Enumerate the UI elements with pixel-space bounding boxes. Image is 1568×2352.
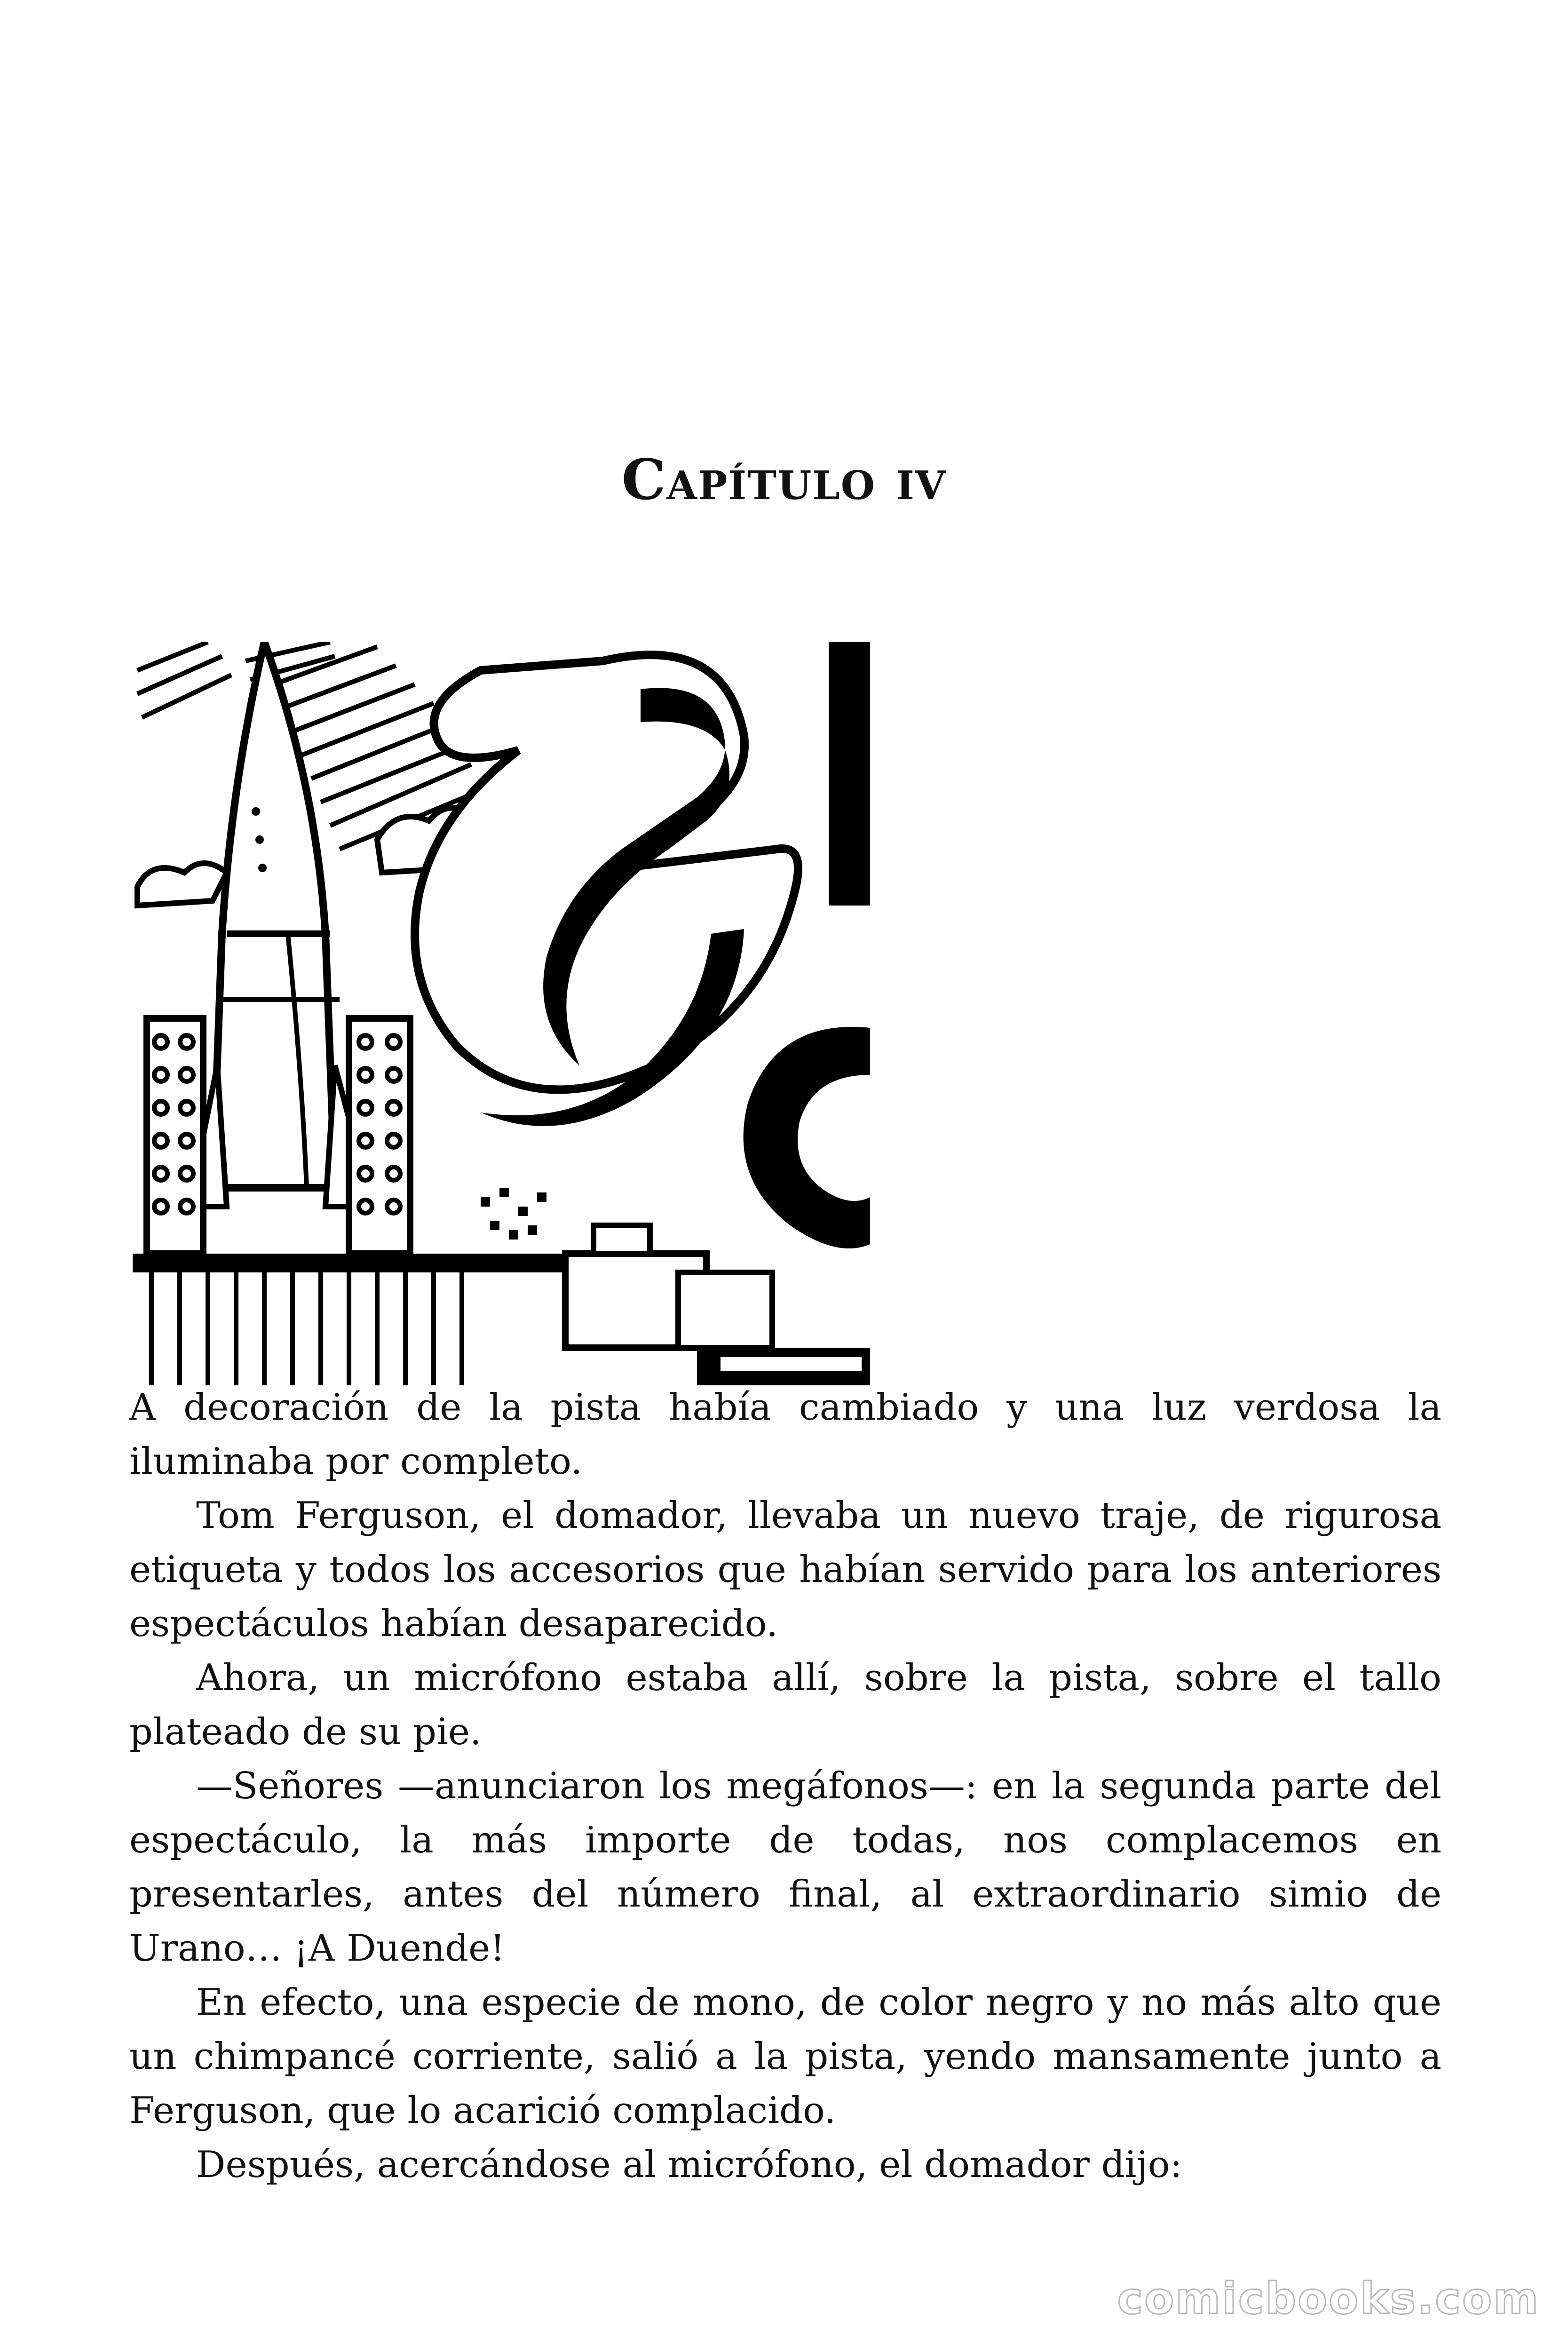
city-buildings [133,1188,870,1385]
paragraph: A decoración de la pista había cambiado y una luz verdosa la iluminaba por completo. [129,1386,1441,1483]
rocket [189,642,372,1207]
paragraph: Tom Ferguson, el domador, llevaba un nuevo traje, de rigurosa etiqueta y todos los accesorios que habían servido para los anteriores espectáculos habían desaparecido. [129,1494,1441,1645]
watermark-logo: comicbooks.com [1117,2273,1540,2324]
body-text [129,1381,1441,2192]
paragraph: En efecto, una especie de mono, de color negro y no más alto que un chimpancé corriente, salió a la pista, yendo mansamente junto a Ferguson, que lo acarició complacido. [129,1981,1441,2132]
paragraph: —Señores —anunciaron los megáfonos—: en la segunda parte del espectáculo, la más importe de todas, nos complacemos en presentarles, antes del número final, al extraordinario simio de Urano… ¡A Duende! [129,1765,1441,1970]
paragraph: Ahora, un micrófono estaba allí, sobre la pista, sobre el tallo plateado de su pie. [129,1657,1441,1753]
rocket-city-dropcap-illustration [133,642,870,1385]
paragraph: Después, acercándose al micrófono, el domador dijo: [196,2144,1182,2186]
drop-cap-illustration [133,642,870,1385]
chapter-title: Capítulo iv [621,447,947,512]
drop-cap-letter [415,642,870,1248]
